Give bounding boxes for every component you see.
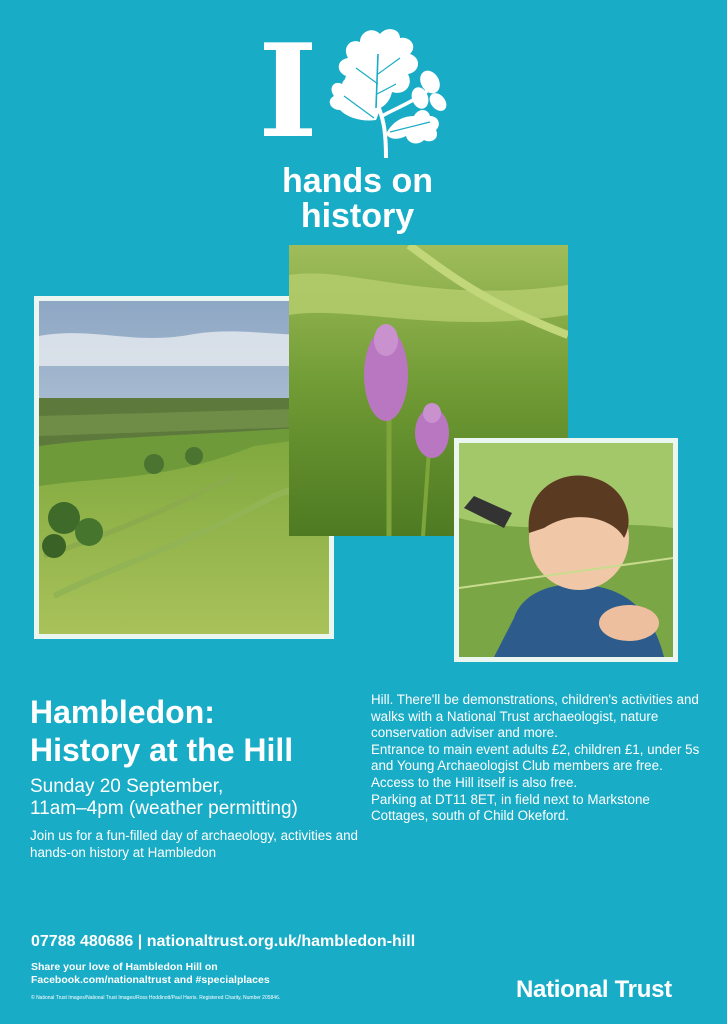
event-title-line: History at the Hill [30, 732, 294, 768]
social-share-line: Facebook.com/nationaltrust and #specialplaces [31, 974, 270, 986]
national-trust-logo-text: National Trust [516, 976, 672, 1003]
event-date-line: Sunday 20 September, [30, 776, 224, 797]
event-title-line: Hambledon: [30, 694, 215, 730]
event-description [371, 692, 701, 825]
event-time-line: 11am–4pm (weather permitting) [30, 798, 298, 819]
logo-tagline: history [300, 197, 415, 235]
logo-letter-i: I [258, 17, 318, 167]
event-date [30, 776, 360, 820]
photo-boy-in-grass [454, 438, 678, 662]
event-pricing-paragraph: Entrance to main event adults £2, children £1, under 5s and Young Archaeologist Club members are free. Access to the Hill itself is also free. [371, 741, 700, 790]
event-title [30, 693, 360, 769]
social-share-line: Share your love of Hambledon Hill on [31, 961, 218, 973]
oak-leaf-icon [326, 24, 448, 160]
event-intro: Join us for a fun-filled day of archaeology, activities and hands-on history at Hambledon [30, 828, 359, 860]
social-share-text [31, 961, 351, 987]
event-description-paragraph: Hill. There'll be demonstrations, children's activities and walks with a National Trust archaeologist, nature conservation adviser and more. [371, 692, 699, 741]
image-credits: © National Trust Images/National Trust Images/Ross Hoddinott/Paul Harris. Registered Charity, Number 205846. [31, 995, 281, 1001]
contact-phone-website: 07788 480686 | nationaltrust.org.uk/hambledon-hill [31, 933, 416, 950]
event-parking-paragraph: Parking at DT11 8ET, in field next to Markstone Cottages, south of Child Okeford. [371, 791, 650, 824]
logo-tagline: hands on [281, 162, 434, 200]
